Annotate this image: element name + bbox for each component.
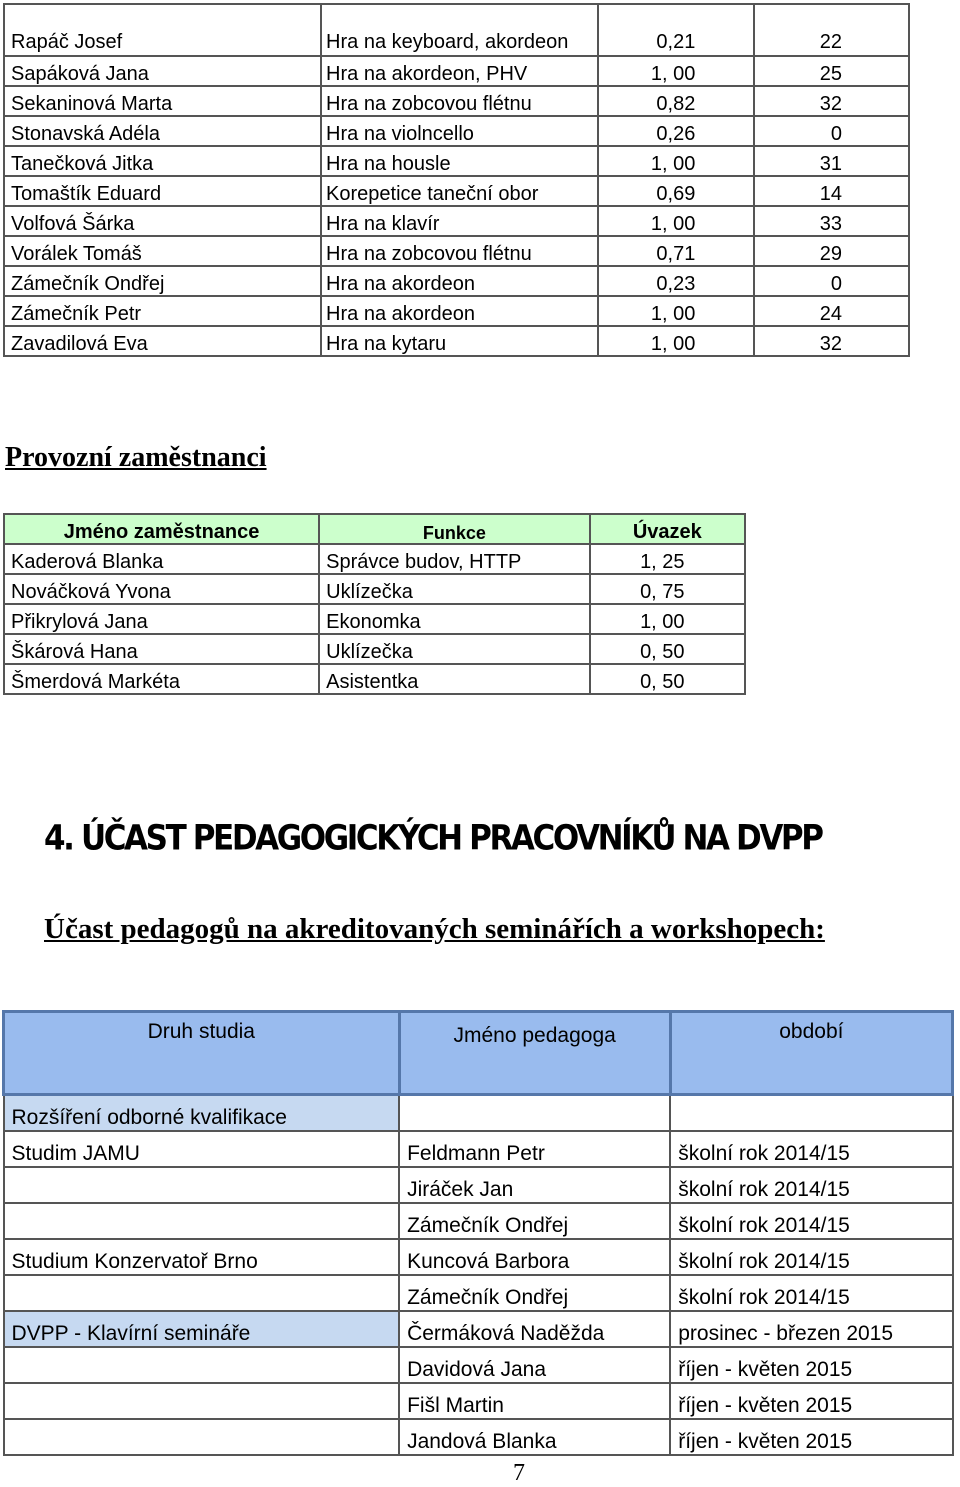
table-row <box>4 236 909 266</box>
study-period <box>670 1095 952 1132</box>
study-type <box>4 1167 400 1203</box>
table-row <box>4 146 909 176</box>
table-row <box>4 1347 953 1383</box>
teacher-name: Tanečková Jitka <box>4 146 321 176</box>
teacher-hours: 29 <box>754 236 909 266</box>
teacher-subject: Hra na akordeon, PHV <box>321 56 598 86</box>
header-teacher: Jméno pedagoga <box>399 1012 670 1095</box>
teacher-load: 1, 00 <box>598 326 755 356</box>
table-row <box>4 116 909 146</box>
table-row <box>4 634 745 664</box>
table-row <box>4 86 909 116</box>
section-subheading-seminars: Účast pedagogů na akreditovaných seminářích a workshopech: <box>44 913 825 945</box>
staff-load: 0, 50 <box>590 634 745 664</box>
section-heading-dvpp: 4. ÚČAST PEDAGOGICKÝCH PRACOVNÍKŮ NA DVPP <box>44 818 822 859</box>
study-period: říjen - květen 2015 <box>670 1347 952 1383</box>
table-row <box>4 1419 953 1455</box>
teacher-load: 0,23 <box>598 266 755 296</box>
staff-load: 0, 75 <box>590 574 745 604</box>
teachers-table <box>3 3 910 357</box>
teacher-load: 0,21 <box>598 4 755 56</box>
teacher-hours: 31 <box>754 146 909 176</box>
teacher-name: Stonavská Adéla <box>4 116 321 146</box>
teacher-subject: Hra na zobcovou flétnu <box>321 236 598 266</box>
teacher-subject: Hra na kytaru <box>321 326 598 356</box>
header-type: Druh studia <box>4 1012 400 1095</box>
table-row <box>4 206 909 236</box>
table-row <box>4 266 909 296</box>
table-row <box>4 176 909 206</box>
study-type <box>4 1347 400 1383</box>
teacher-load: 1, 00 <box>598 206 755 236</box>
teacher-name: Sapáková Jana <box>4 56 321 86</box>
table-row <box>4 1095 953 1132</box>
staff-name: Přikrylová Jana <box>4 604 319 634</box>
teacher-name: Kuncová Barbora <box>399 1239 670 1275</box>
teacher-hours: 33 <box>754 206 909 236</box>
teacher-name: Davidová Jana <box>399 1347 670 1383</box>
page-number: 7 <box>513 1460 525 1486</box>
teacher-hours: 32 <box>754 326 909 356</box>
study-type: Rozšíření odborné kvalifikace <box>4 1095 400 1132</box>
staff-function: Uklízečka <box>319 574 590 604</box>
staff-load: 1, 00 <box>590 604 745 634</box>
teacher-name: Zámečník Ondřej <box>399 1203 670 1239</box>
table-row <box>4 604 745 634</box>
staff-name: Škárová Hana <box>4 634 319 664</box>
teacher-name: Zavadilová Eva <box>4 326 321 356</box>
study-period: školní rok 2014/15 <box>670 1167 952 1203</box>
teacher-subject: Korepetice taneční obor <box>321 176 598 206</box>
teacher-subject: Hra na housle <box>321 146 598 176</box>
table-row <box>4 296 909 326</box>
table-header-row <box>4 514 745 544</box>
table-header-row <box>4 1012 953 1095</box>
teacher-subject: Hra na akordeon <box>321 266 598 296</box>
teacher-name: Jiráček Jan <box>399 1167 670 1203</box>
study-type <box>4 1383 400 1419</box>
staff-table <box>3 513 746 695</box>
staff-load: 1, 25 <box>590 544 745 574</box>
study-type <box>4 1275 400 1311</box>
study-period: školní rok 2014/15 <box>670 1203 952 1239</box>
teacher-load: 0,82 <box>598 86 755 116</box>
teacher-name: Jandová Blanka <box>399 1419 670 1455</box>
teacher-name: Sekaninová Marta <box>4 86 321 116</box>
study-type: Studium Konzervatoř Brno <box>4 1239 400 1275</box>
table-row <box>4 326 909 356</box>
header-load: Úvazek <box>590 514 745 544</box>
teacher-hours: 24 <box>754 296 909 326</box>
staff-function: Asistentka <box>319 664 590 694</box>
teacher-subject: Hra na violncello <box>321 116 598 146</box>
staff-function: Uklízečka <box>319 634 590 664</box>
seminars-table <box>2 1010 954 1456</box>
header-period: období <box>670 1012 952 1095</box>
study-period: školní rok 2014/15 <box>670 1131 952 1167</box>
teacher-name: Fišl Martin <box>399 1383 670 1419</box>
teacher-load: 1, 00 <box>598 146 755 176</box>
table-row <box>4 1203 953 1239</box>
study-type: DVPP - Klavírní semináře <box>4 1311 400 1347</box>
study-period: říjen - květen 2015 <box>670 1419 952 1455</box>
teacher-subject: Hra na keyboard, akordeon <box>321 4 598 56</box>
table-row <box>4 1311 953 1347</box>
teacher-load: 0,69 <box>598 176 755 206</box>
teacher-load: 1, 00 <box>598 56 755 86</box>
teacher-name <box>399 1095 670 1132</box>
teacher-name: Feldmann Petr <box>399 1131 670 1167</box>
teacher-name: Zámečník Petr <box>4 296 321 326</box>
teacher-subject: Hra na zobcovou flétnu <box>321 86 598 116</box>
teacher-name: Tomaštík Eduard <box>4 176 321 206</box>
header-function: Funkce <box>319 514 590 544</box>
teacher-load: 1, 00 <box>598 296 755 326</box>
table-row <box>4 4 909 56</box>
table-row <box>4 1167 953 1203</box>
teacher-name: Vorálek Tomáš <box>4 236 321 266</box>
study-type <box>4 1419 400 1455</box>
table-row <box>4 664 745 694</box>
section-heading-staff: Provozní zaměstnanci <box>5 442 267 473</box>
teacher-hours: 22 <box>754 4 909 56</box>
teacher-hours: 14 <box>754 176 909 206</box>
table-row <box>4 1383 953 1419</box>
table-row <box>4 544 745 574</box>
header-name: Jméno zaměstnance <box>4 514 319 544</box>
table-row <box>4 1131 953 1167</box>
study-period: prosinec - březen 2015 <box>670 1311 952 1347</box>
teacher-name: Zámečník Ondřej <box>399 1275 670 1311</box>
table-row <box>4 1275 953 1311</box>
teacher-subject: Hra na akordeon <box>321 296 598 326</box>
staff-name: Nováčková Yvona <box>4 574 319 604</box>
staff-function: Ekonomka <box>319 604 590 634</box>
table-row <box>4 56 909 86</box>
study-type <box>4 1203 400 1239</box>
teacher-load: 0,71 <box>598 236 755 266</box>
teacher-name: Rapáč Josef <box>4 4 321 56</box>
table-row <box>4 1239 953 1275</box>
study-type: Studim JAMU <box>4 1131 400 1167</box>
study-period: říjen - květen 2015 <box>670 1383 952 1419</box>
study-period: školní rok 2014/15 <box>670 1239 952 1275</box>
staff-function: Správce budov, HTTP <box>319 544 590 574</box>
teacher-name: Zámečník Ondřej <box>4 266 321 296</box>
teacher-hours: 25 <box>754 56 909 86</box>
teacher-hours: 0 <box>754 116 909 146</box>
staff-load: 0, 50 <box>590 664 745 694</box>
table-row <box>4 574 745 604</box>
teacher-subject: Hra na klavír <box>321 206 598 236</box>
teacher-name: Volfová Šárka <box>4 206 321 236</box>
teacher-load: 0,26 <box>598 116 755 146</box>
staff-name: Kaderová Blanka <box>4 544 319 574</box>
teacher-name: Čermáková Naděžda <box>399 1311 670 1347</box>
staff-name: Šmerdová Markéta <box>4 664 319 694</box>
teacher-hours: 0 <box>754 266 909 296</box>
study-period: školní rok 2014/15 <box>670 1275 952 1311</box>
teacher-hours: 32 <box>754 86 909 116</box>
